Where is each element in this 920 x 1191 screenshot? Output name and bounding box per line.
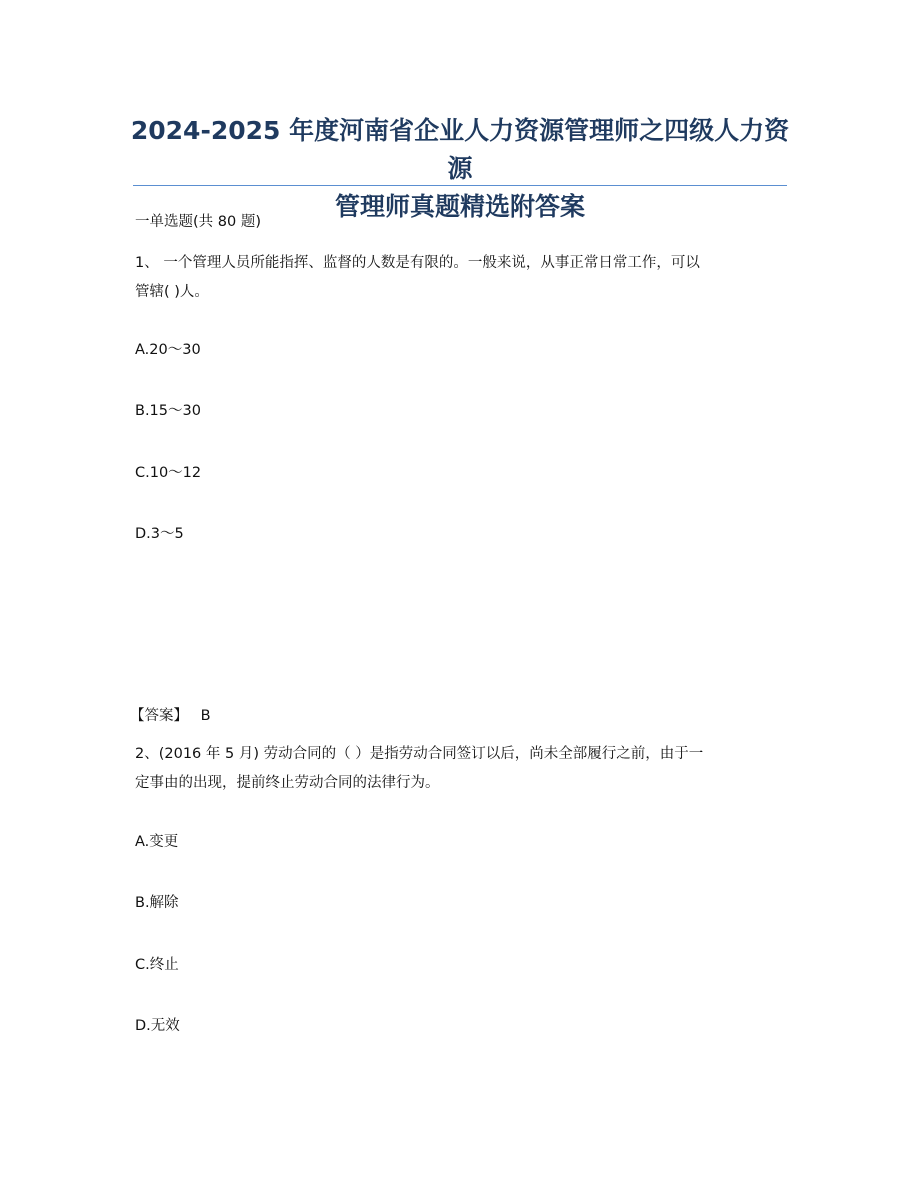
title-line-2: 管理师真题精选附答案 bbox=[334, 192, 585, 221]
question-1-line-2: 管辖( )人。 bbox=[135, 284, 209, 300]
question-1-answer bbox=[130, 702, 211, 731]
question-1-option-a: A.20～30 bbox=[135, 342, 201, 358]
answer-label: 【答案】 bbox=[130, 708, 188, 724]
section-heading: 一单选题(共 80 题) bbox=[135, 214, 261, 230]
question-1-option-c: C.10～12 bbox=[135, 465, 202, 481]
question-2-option-a: A.变更 bbox=[135, 834, 179, 850]
question-2-option-d: D.无效 bbox=[135, 1018, 180, 1034]
question-2-option-b: B.解除 bbox=[135, 895, 179, 911]
question-1-option-b: B.15～30 bbox=[135, 403, 201, 419]
title-divider bbox=[133, 185, 787, 186]
question-2-option-c: C.终止 bbox=[135, 957, 179, 973]
question-2-line-1: 2、(2016 年 5 月) 劳动合同的（ ）是指劳动合同签订以后，尚未全部履行之前，由于一 bbox=[135, 746, 704, 762]
title-line-1: 2024-2025 年度河南省企业人力资源管理师之四级人力资源 bbox=[130, 116, 790, 183]
question-2-line-2: 定事由的出现，提前终止劳动合同的法律行为。 bbox=[135, 775, 440, 791]
question-1-option-d: D.3～5 bbox=[135, 526, 184, 542]
question-1-line-1: 1、 一个管理人员所能指挥、监督的人数是有限的。一般来说，从事正常日常工作，可以 bbox=[135, 255, 700, 271]
answer-value: B bbox=[200, 708, 211, 724]
